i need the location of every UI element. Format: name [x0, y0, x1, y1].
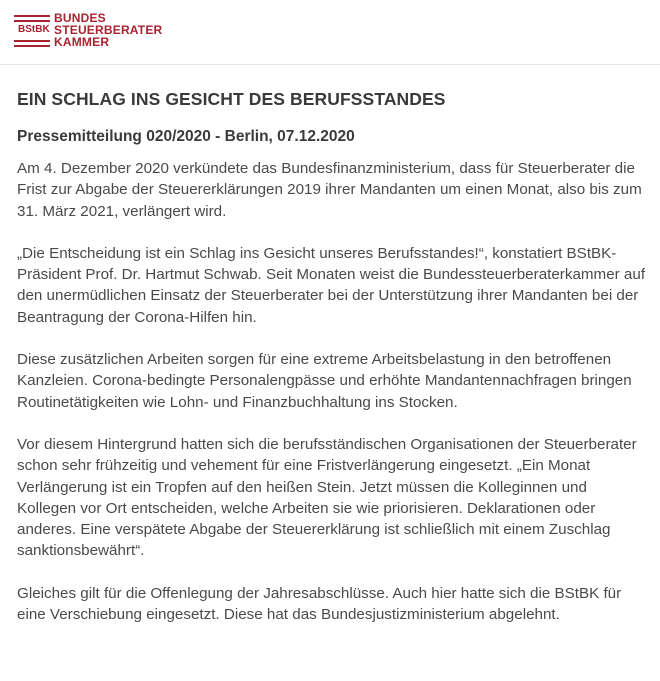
logo-line-2: STEUERBERATER: [54, 23, 163, 37]
paragraph: Diese zusätzlichen Arbeiten sorgen für eine extreme Arbeitsbelastung in den betroffenen Kanzleien. Corona-bedingte Personalengpässe und erhöhte Mandantennachfragen bringen Routinetätigkeiten wie Lohn- und Finanzbuchhaltung ins Stocken.: [17, 351, 632, 411]
paragraph: Vor diesem Hintergrund hatten sich die berufsständischen Organisationen der Steuerberater schon sehr frühzeitig und vehement für eine Fristverlängerung eingesetzt. „Ein Monat Verlängerung ist ein Tropfen auf den heißen Stein. Jetzt müssen die Kolleginnen und Kollegen vor Ort entscheiden, welche Arbeiten sie wie priorisieren. Deklarationen oder anderes. Eine verspätete Abgabe der Steuererklärung ist schließlich mit einem Zuschlag sanktionsbewährt“.: [17, 435, 637, 560]
logo-wordmark: [54, 12, 162, 48]
press-release-line: Pressemitteilung 020/2020 - Berlin, 07.12.2020: [17, 128, 355, 145]
article: [17, 84, 647, 625]
header-divider: [0, 64, 660, 65]
bstbk-logo[interactable]: [14, 12, 162, 48]
logo-line-1: BUNDES: [54, 11, 106, 25]
paragraph: Gleiches gilt für die Offenlegung der Jahresabschlüsse. Auch hier hatte sich die BStBK für eine Verschiebung eingesetzt. Diese hat das Bundesjustizministerium abgelehnt.: [17, 584, 622, 624]
logo-mark-icon: [14, 12, 52, 48]
paragraph: Am 4. Dezember 2020 verkündete das Bundesfinanzministerium, dass für Steuerberater die Frist zur Abgabe der Steuererklärungen 2019 ihrer Mandanten um einen Monat, also bis zum 31. März 2021, verlängert wird.: [17, 160, 642, 220]
article-title: EIN SCHLAG INS GESICHT DES BERUFSSTANDES: [17, 89, 446, 109]
logo-line-3: KAMMER: [54, 35, 110, 49]
page-header: [0, 0, 660, 64]
paragraph: „Die Entscheidung ist ein Schlag ins Gesicht unseres Berufsstandes!“, konstatiert BStBK-Präsident Prof. Dr. Hartmut Schwab. Seit Monaten weist die Bundessteuerberaterkammer auf den unermüdlichen Einsatz der Steuerberater bei der Unterstützung ihrer Mandanten bei der Beantragung der Corona-Hilfen hin.: [17, 244, 646, 326]
logo-abbr: BStBK: [18, 24, 50, 35]
